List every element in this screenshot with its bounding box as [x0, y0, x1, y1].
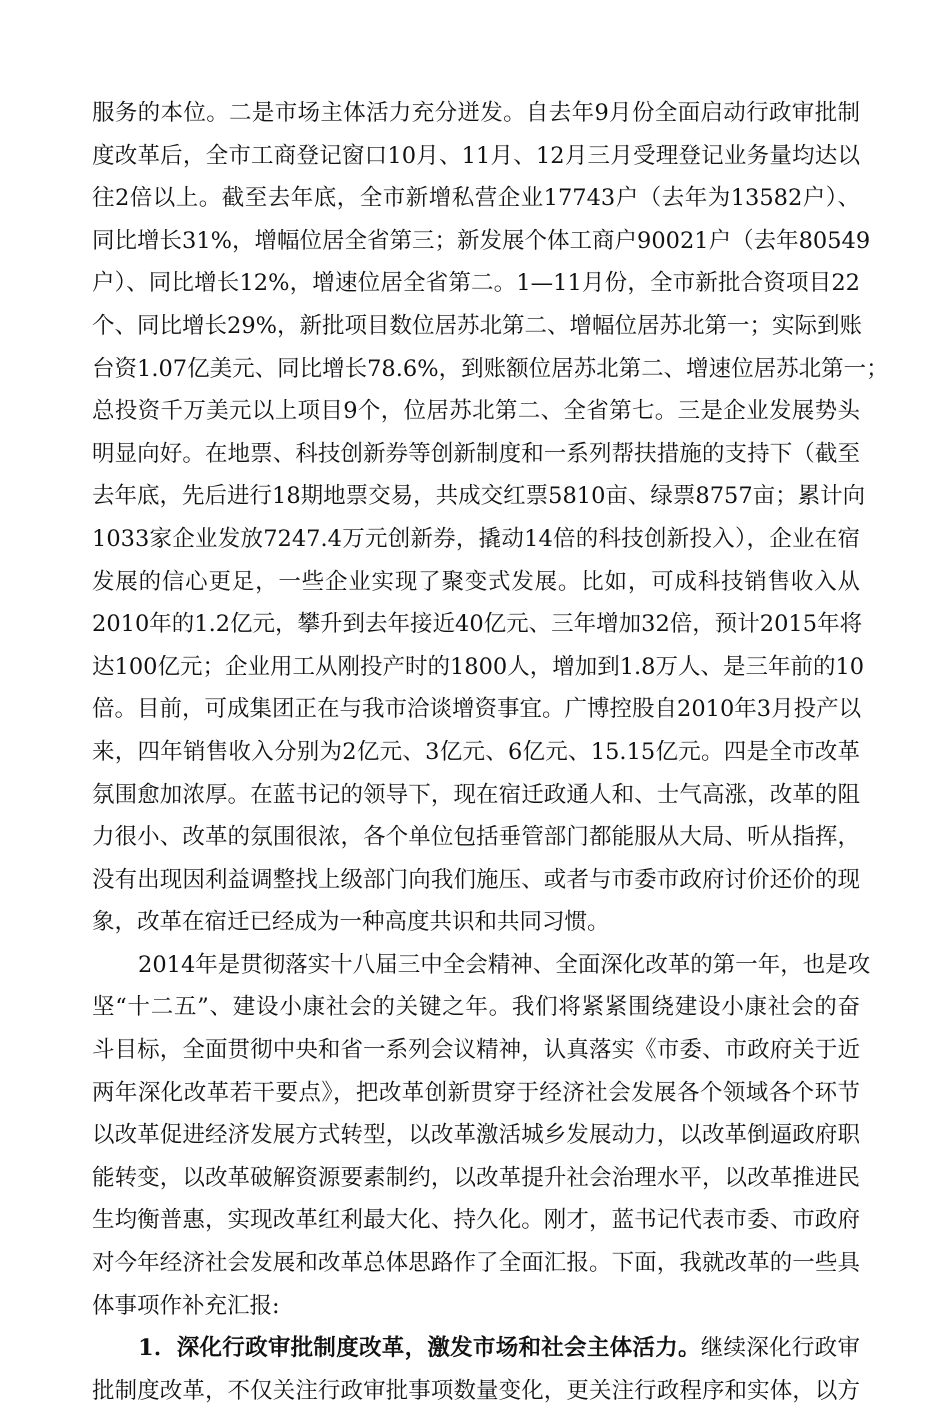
text-line: 达100亿元；企业用工从刚投产时的1800人，增加到1.8万人、是三年前的10 — [92, 653, 865, 680]
text-line: 往2倍以上。截至去年底，全市新增私营企业17743户（去年为13582户）、 — [92, 185, 860, 212]
text-line: 生均衡普惠，实现改革红利最大化、持久化。刚才，蓝书记代表市委、市政府 — [92, 1207, 860, 1234]
text-line: 没有出现因利益调整找上级部门向我们施压、或者与市委市政府讨价还价的现 — [92, 866, 860, 893]
text-line: 坚“十二五”、建设小康社会的关键之年。我们将紧紧围绕建设小康社会的奋 — [92, 994, 860, 1021]
paragraph-2014-plan — [92, 944, 871, 1327]
section-heading-line — [92, 1327, 860, 1370]
text-line: 象，改革在宿迁已经成为一种高度共识和共同习惯。 — [92, 909, 610, 936]
text-line: 体事项作补充汇报: — [92, 1292, 280, 1319]
text-line: 以改革促进经济发展方式转型，以改革激活城乡发展动力，以改革倒逼政府职 — [92, 1122, 860, 1149]
text-line: 氛围愈加浓厚。在蓝书记的领导下，现在宿迁政通人和、士气高涨，改革的阻 — [92, 781, 860, 808]
text-line: 来，四年销售收入分别为2亿元、3亿元、6亿元、15.15亿元。四是全市改革 — [92, 738, 860, 765]
text-line: 对今年经济社会发展和改革总体思路作了全面汇报。下面，我就改革的一些具 — [92, 1250, 860, 1277]
document-page — [92, 92, 889, 1412]
text-line: 1033家企业发放7247.4万元创新券，撬动14倍的科技创新投入），企业在宿 — [92, 525, 860, 552]
text-line: 个、同比增长29%，新批项目数位居苏北第二、增幅位居苏北第一；实际到账 — [92, 312, 863, 339]
text-line: 服务的本位。二是市场主体活力充分迸发。自去年9月份全面启动行政审批制 — [92, 100, 860, 126]
text-line: 总投资千万美元以上项目9个，位居苏北第二、全省第七。三是企业发展势头 — [92, 398, 860, 425]
text-line: 2010年的1.2亿元，攀升到去年接近40亿元、三年增加32倍，预计2015年将 — [92, 611, 863, 638]
text-line: 倍。目前，可成集团正在与我市洽谈增资事宜。广博控股自2010年3月投产以 — [92, 696, 862, 723]
text-line: 去年底，先后进行18期地票交易，共成交红票5810亩、绿票8757亩；累计向 — [92, 483, 866, 510]
text-line: 2014年是贯彻落实十八届三中全会精神、全面深化改革的第一年，也是攻 — [138, 951, 871, 978]
text-line: 批制度改革，不仅关注行政审批事项数量变化，更关注行政程序和实体，以方 — [92, 1377, 860, 1404]
section-heading-continuation: 继续深化行政审 — [700, 1335, 860, 1362]
paragraph-achievements — [92, 92, 889, 944]
text-line: 同比增长31%，增幅位居全省第三；新发展个体工商户90021户（去年80549 — [92, 227, 871, 254]
text-line: 户）、同比增长12%，增速位居全省第二。1—11月份，全市新批合资项目22 — [92, 270, 860, 297]
section-heading: 1．深化行政审批制度改革，激发市场和社会主体活力。 — [138, 1335, 701, 1362]
text-line: 台资1.07亿美元、同比增长78.6%，到账额位居苏北第二、增速位居苏北第一； — [92, 355, 889, 382]
text-line: 发展的信心更足，一些企业实现了聚变式发展。比如，可成科技销售收入从 — [92, 568, 860, 595]
text-line: 能转变，以改革破解资源要素制约，以改革提升社会治理水平，以改革推进民 — [92, 1164, 860, 1191]
text-line: 力很小、改革的氛围很浓，各个单位包括垂管部门都能服从大局、听从指挥， — [92, 824, 860, 851]
text-line: 度改革后，全市工商登记窗口10月、11月、12月三月受理登记业务量均达以 — [92, 142, 860, 169]
text-line: 两年深化改革若干要点》，把改革创新贯穿于经济社会发展各个领域各个环节 — [92, 1079, 860, 1106]
text-line: 斗目标，全面贯彻中央和省一系列会议精神，认真落实《市委、市政府关于近 — [92, 1037, 860, 1064]
text-line: 明显向好。在地票、科技创新券等创新制度和一系列帮扶措施的支持下（截至 — [92, 440, 860, 467]
paragraph-section-1 — [92, 1327, 860, 1412]
